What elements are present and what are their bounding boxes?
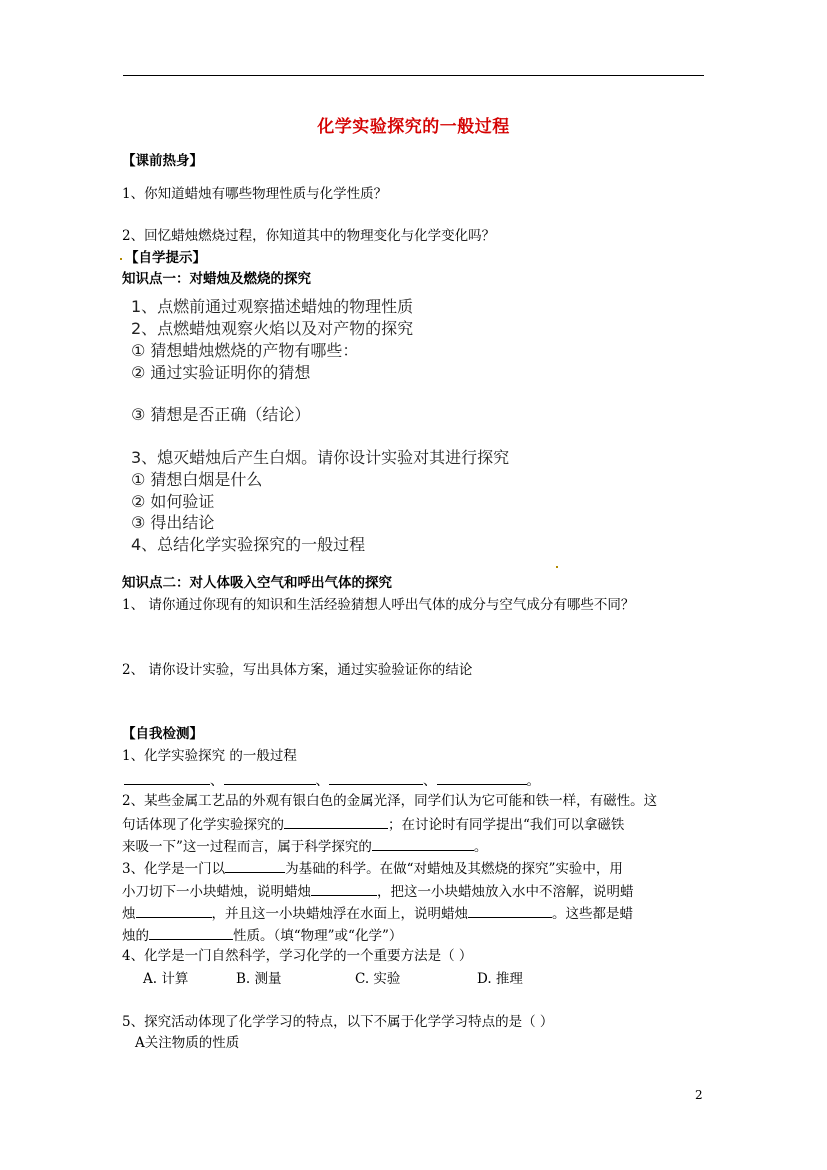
selftest-question-4: 4、化学是一门自然科学，学习化学的一个重要方法是（ ） bbox=[122, 948, 473, 964]
selftest-heading: 【自我检测】 bbox=[122, 726, 203, 742]
k1-item: 1、点燃前通过观察描述蜡烛的物理性质 bbox=[131, 297, 414, 316]
selftest-question-2-line-2: 句话体现了化学实验探究的 ；在讨论时有同学提出“我们可以拿磁铁 bbox=[122, 814, 624, 834]
k1-item: ② 通过实验证明你的猜想 bbox=[131, 363, 311, 382]
answer-blank[interactable] bbox=[124, 770, 210, 785]
page-number: 2 bbox=[695, 1088, 703, 1102]
answer-blank[interactable] bbox=[468, 903, 552, 918]
selftest-question-1: 1、化学实验探究 的一般过程 bbox=[122, 748, 297, 764]
selfstudy-heading: 【自学提示】 bbox=[125, 250, 206, 266]
answer-blank[interactable] bbox=[136, 903, 212, 918]
speck bbox=[120, 258, 122, 260]
selftest-question-3-line-2: 小刀切下一小块蜡烛，说明蜡烛 ，把这一小块蜡烛放入水中不溶解，说明蜡 bbox=[122, 881, 634, 901]
q4-option-b[interactable]: B. 测量 bbox=[236, 971, 282, 987]
k1-item: ③ 得出结论 bbox=[131, 513, 215, 532]
selftest-question-3-line-1: 3、化学是一门以 为基础的科学。在做“对蜡烛及其燃烧的探究”实验中，用 bbox=[122, 858, 623, 878]
q5-option-a[interactable]: A关注物质的性质 bbox=[135, 1035, 240, 1051]
k1-item: 3、熄灭蜡烛后产生白烟。请你设计实验对其进行探究 bbox=[131, 448, 510, 467]
answer-blank[interactable] bbox=[224, 770, 316, 785]
speck bbox=[556, 566, 558, 568]
selftest-question-5: 5、探究活动体现了化学学习的特点，以下不属于化学学习特点的是（ ） bbox=[122, 1014, 554, 1030]
answer-blank[interactable] bbox=[149, 925, 233, 940]
answer-blank[interactable] bbox=[372, 836, 474, 851]
q4-option-a[interactable]: A. 计算 bbox=[143, 971, 189, 987]
answer-blank[interactable] bbox=[284, 814, 388, 829]
answer-blank[interactable] bbox=[225, 858, 285, 873]
k2-question-1: 1、 请你通过你现有的知识和生活经验猜想人呼出气体的成分与空气成分有哪些不同？ bbox=[122, 597, 635, 613]
answer-blank[interactable] bbox=[329, 770, 423, 785]
answer-blank[interactable] bbox=[437, 770, 527, 785]
knowledge-point-2-title: 知识点二：对人体吸入空气和呼出气体的探究 bbox=[122, 575, 392, 591]
selftest-question-2-line-3: 来吸一下”这一过程而言，属于科学探究的 。 bbox=[122, 836, 487, 856]
selftest-q1-blanks: 、 、 、 。 bbox=[124, 770, 540, 790]
k1-item: ③ 猜想是否正确（结论） bbox=[131, 405, 311, 424]
k1-item: ① 猜想白烟是什么 bbox=[131, 470, 263, 489]
warmup-question-2: 2、回忆蜡烛燃烧过程，你知道其中的物理变化与化学变化吗？ bbox=[122, 228, 496, 244]
answer-blank[interactable] bbox=[311, 881, 377, 896]
selftest-question-3-line-3: 烛 ，并且这一小块蜡烛浮在水面上，说明蜡烛 。这些都是蜡 bbox=[122, 903, 633, 923]
selftest-question-2-line-1: 2、某些金属工艺品的外观有银白色的金属光泽，同学们认为它可能和铁一样，有磁性。这 bbox=[122, 793, 658, 809]
header-rule bbox=[123, 75, 704, 76]
k2-question-2: 2、 请你设计实验，写出具体方案，通过实验验证你的结论 bbox=[122, 662, 473, 678]
page-title: 化学实验探究的一般过程 bbox=[317, 117, 510, 137]
selftest-question-3-line-4: 烛的 性质。（填“物理”或“化学”） bbox=[122, 925, 402, 945]
k1-item: 4、总结化学实验探究的一般过程 bbox=[131, 535, 366, 554]
k1-item: ② 如何验证 bbox=[131, 492, 215, 511]
k1-item: ① 猜想蜡烛燃烧的产物有哪些： bbox=[131, 341, 359, 360]
q4-option-c[interactable]: C. 实验 bbox=[355, 971, 401, 987]
q4-option-d[interactable]: D. 推理 bbox=[477, 971, 523, 987]
warmup-heading: 【课前热身】 bbox=[122, 153, 203, 169]
knowledge-point-1-title: 知识点一：对蜡烛及燃烧的探究 bbox=[122, 271, 311, 287]
warmup-question-1: 1、你知道蜡烛有哪些物理性质与化学性质？ bbox=[122, 186, 388, 202]
k1-item: 2、点燃蜡烛观察火焰以及对产物的探究 bbox=[131, 319, 414, 338]
